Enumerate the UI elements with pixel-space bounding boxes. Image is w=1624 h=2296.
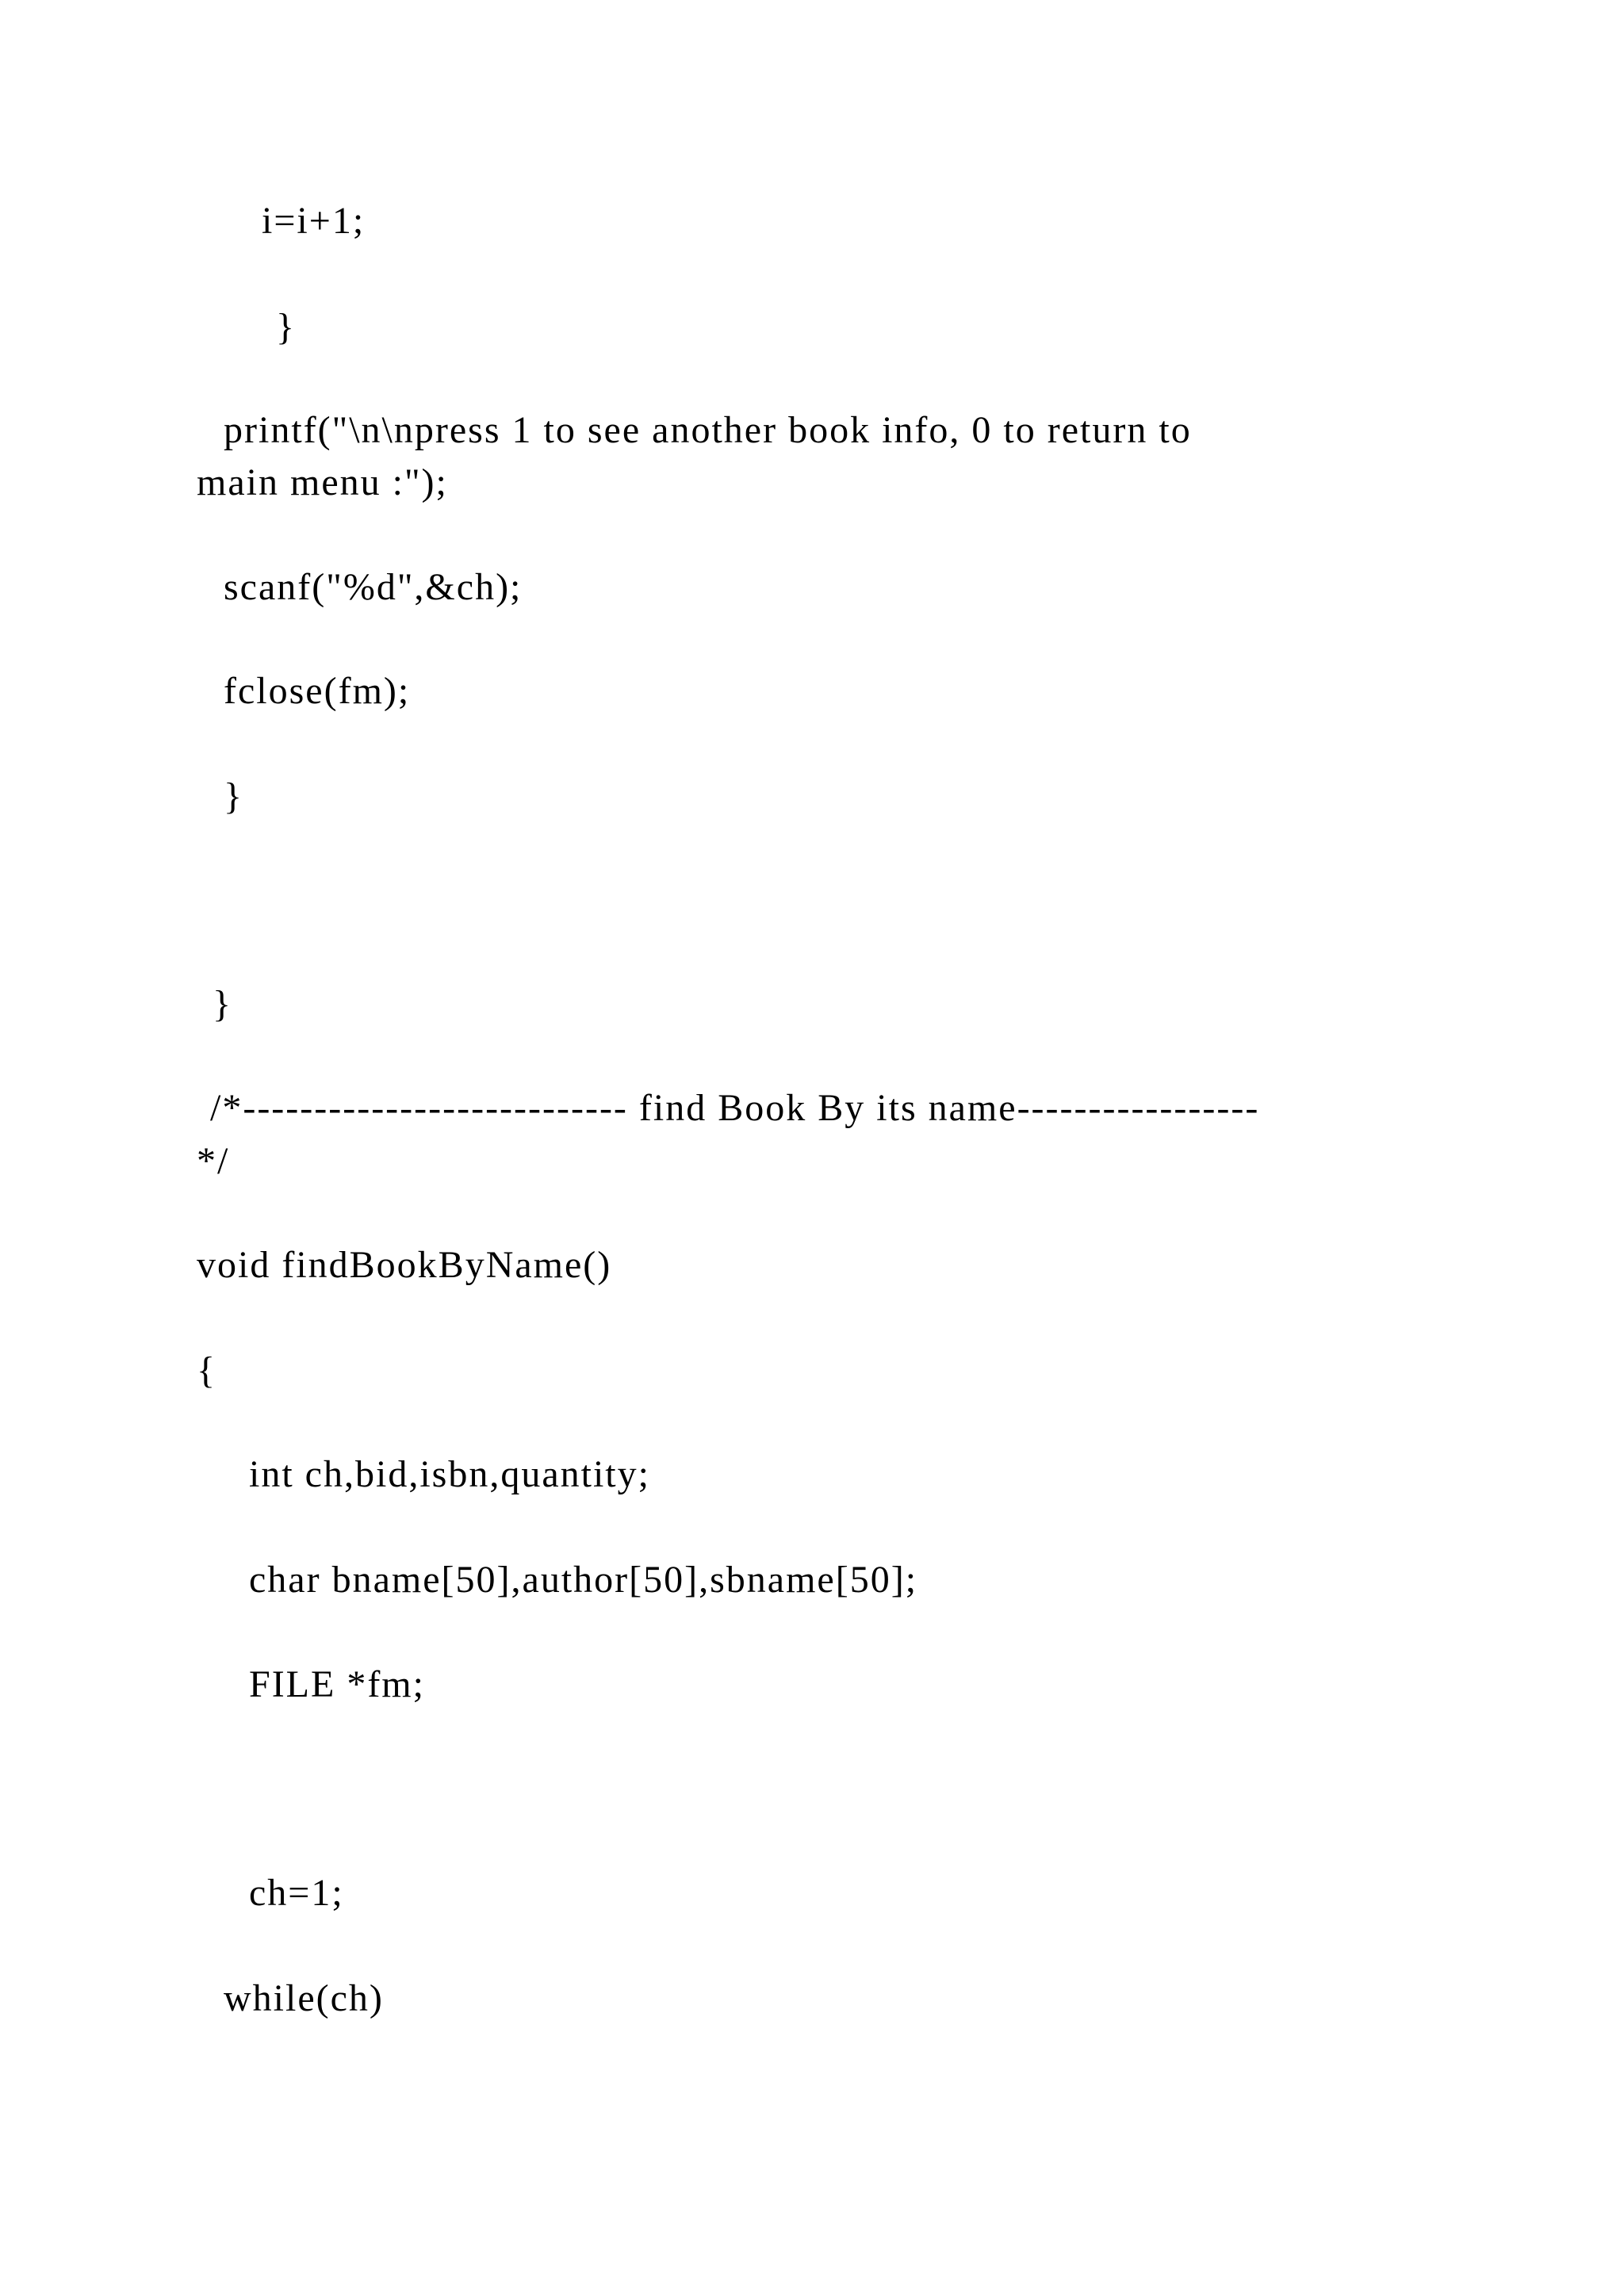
code-line: while(ch) [224,1977,384,2019]
code-line: fclose(fm); [224,670,411,712]
code-line: FILE *fm; [249,1663,425,1705]
code-line: ch=1; [249,1872,344,1914]
code-line: char bname[50],author[50],sbname[50]; [249,1559,918,1601]
comment-line: */ [197,1140,230,1182]
code-line: { [197,1349,217,1391]
code-line: printf("\n\npress 1 to see another book info, 0 to return to [224,409,1192,451]
code-line: } [276,306,297,348]
code-line: int ch,bid,isbn,quantity; [249,1453,650,1495]
code-line: scanf("%d",&ch); [224,566,523,608]
code-line: i=i+1; [262,200,366,242]
comment-line: /*--------------------------- find Book By its name----------------- [210,1087,1260,1129]
code-line: } [224,775,244,817]
code-line: } [213,983,233,1025]
code-line: main menu :"); [197,461,448,503]
code-line: void findBookByName() [197,1244,612,1286]
